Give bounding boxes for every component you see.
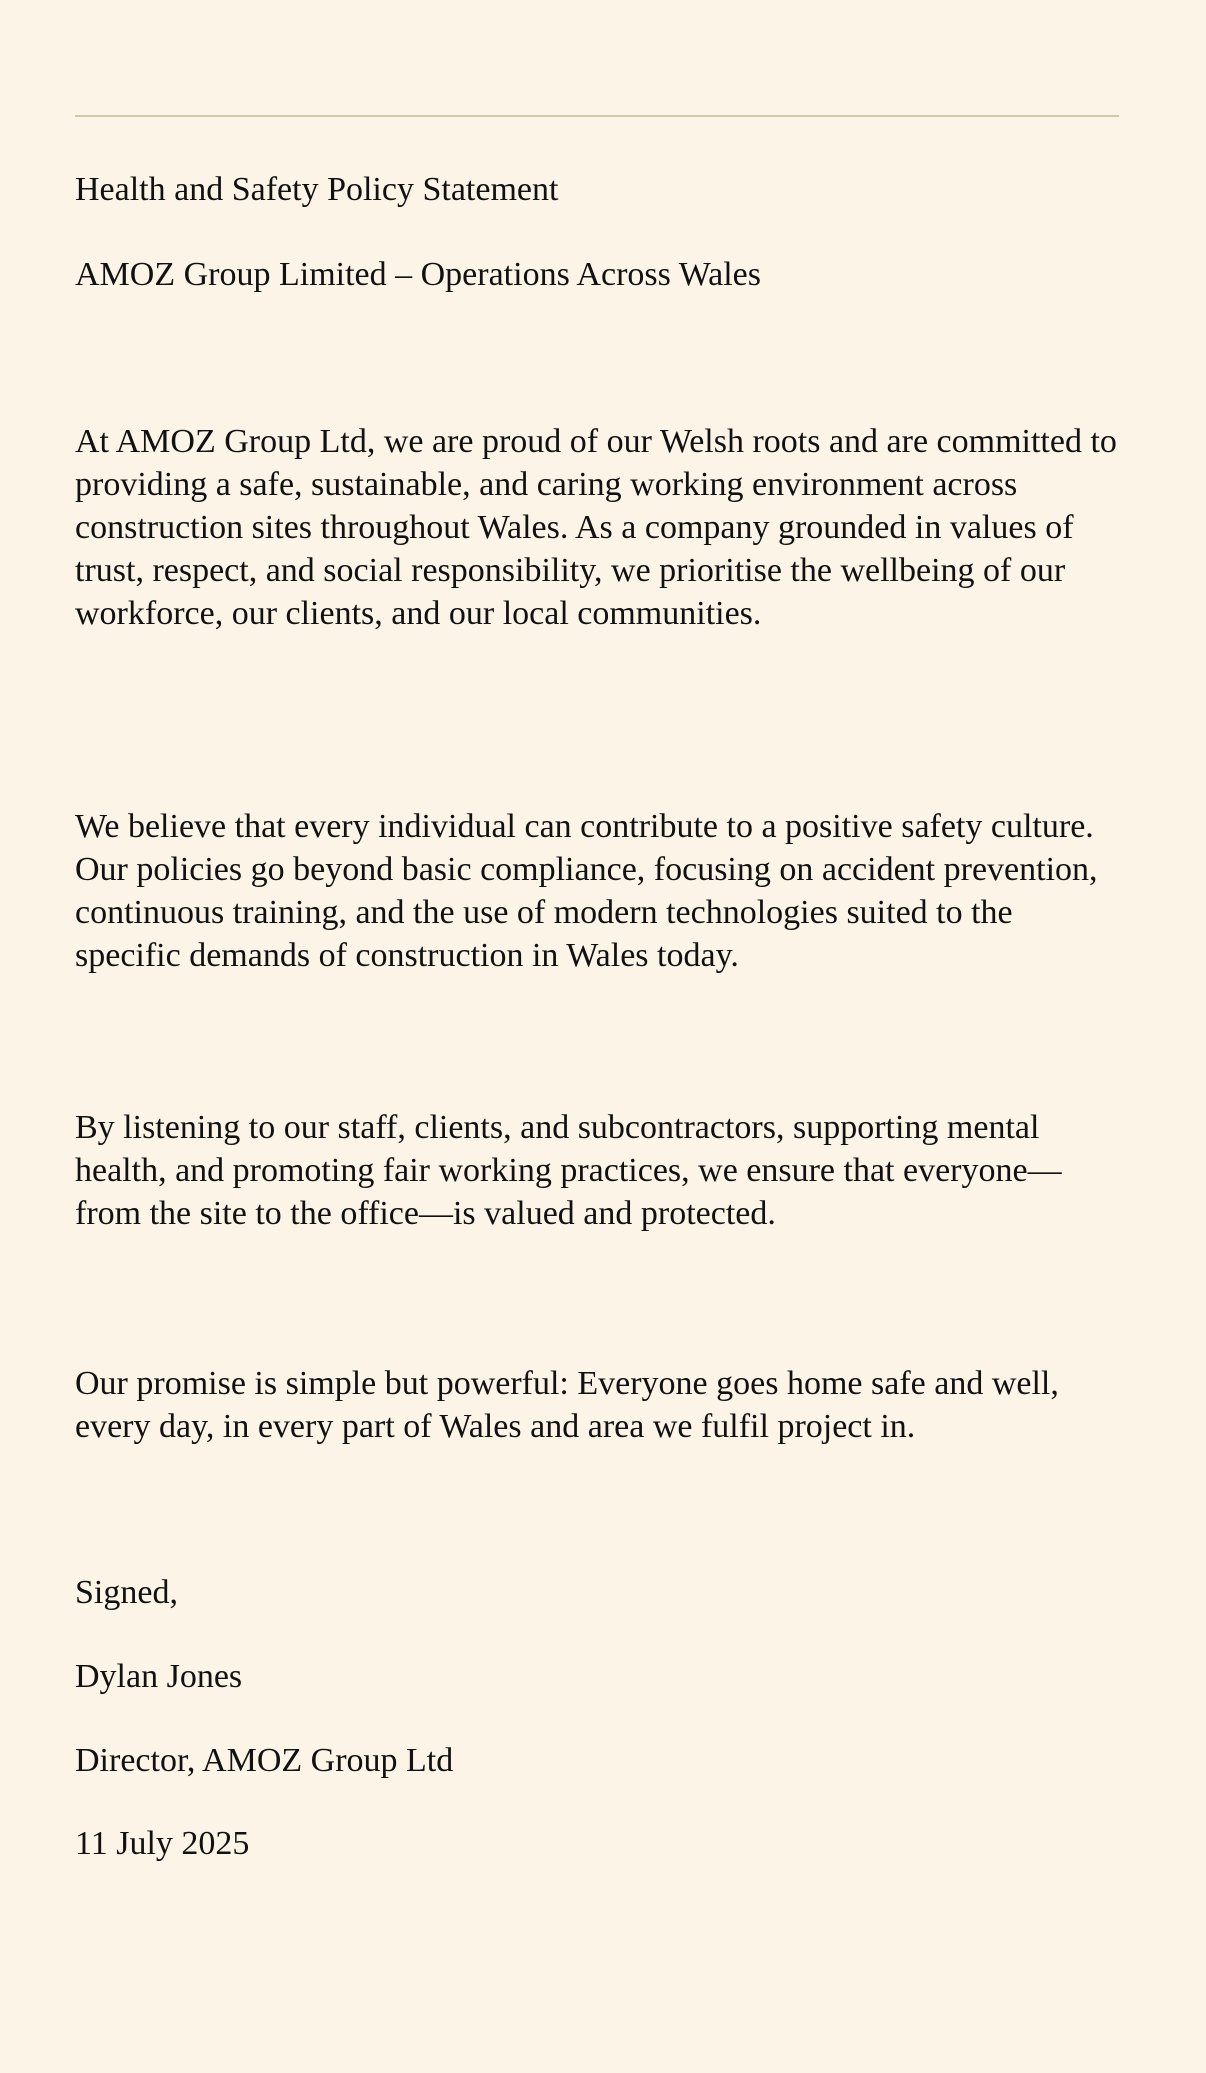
signatory-name: Dylan Jones	[75, 1658, 243, 1695]
paragraph-safety-culture: We believe that every individual can contribute to a positive safety culture. Our policies go beyond basic compliance, focusing on accident prevention, continuous training, and the use of modern technologies suited to the specific demands of construction in Wales today.	[75, 808, 1098, 974]
document-date: 11 July 2025	[75, 1825, 250, 1862]
paragraph-promise: Our promise is simple but powerful: Everyone goes home safe and well, every day, in every part of Wales and area we fulfil project in.	[75, 1365, 1059, 1445]
document-title: Health and Safety Policy Statement	[75, 171, 559, 208]
paragraph-listening: By listening to our staff, clients, and subcontractors, supporting mental health, and promoting fair working practices, we ensure that everyone—from the site to the office—is valued and protected.	[75, 1109, 1062, 1232]
header-divider	[75, 115, 1119, 117]
signatory-role: Director, AMOZ Group Ltd	[75, 1742, 454, 1779]
signoff-signed: Signed,	[75, 1574, 178, 1611]
document-subtitle: AMOZ Group Limited – Operations Across Wales	[75, 256, 761, 293]
paragraph-intro: At AMOZ Group Ltd, we are proud of our Welsh roots and are committed to providing a safe, sustainable, and caring working environment across construction sites throughout Wales. As a company grounded in values of trust, respect, and social responsibility, we prioritise the wellbeing of our workforce, our clients, and our local communities.	[75, 423, 1117, 632]
